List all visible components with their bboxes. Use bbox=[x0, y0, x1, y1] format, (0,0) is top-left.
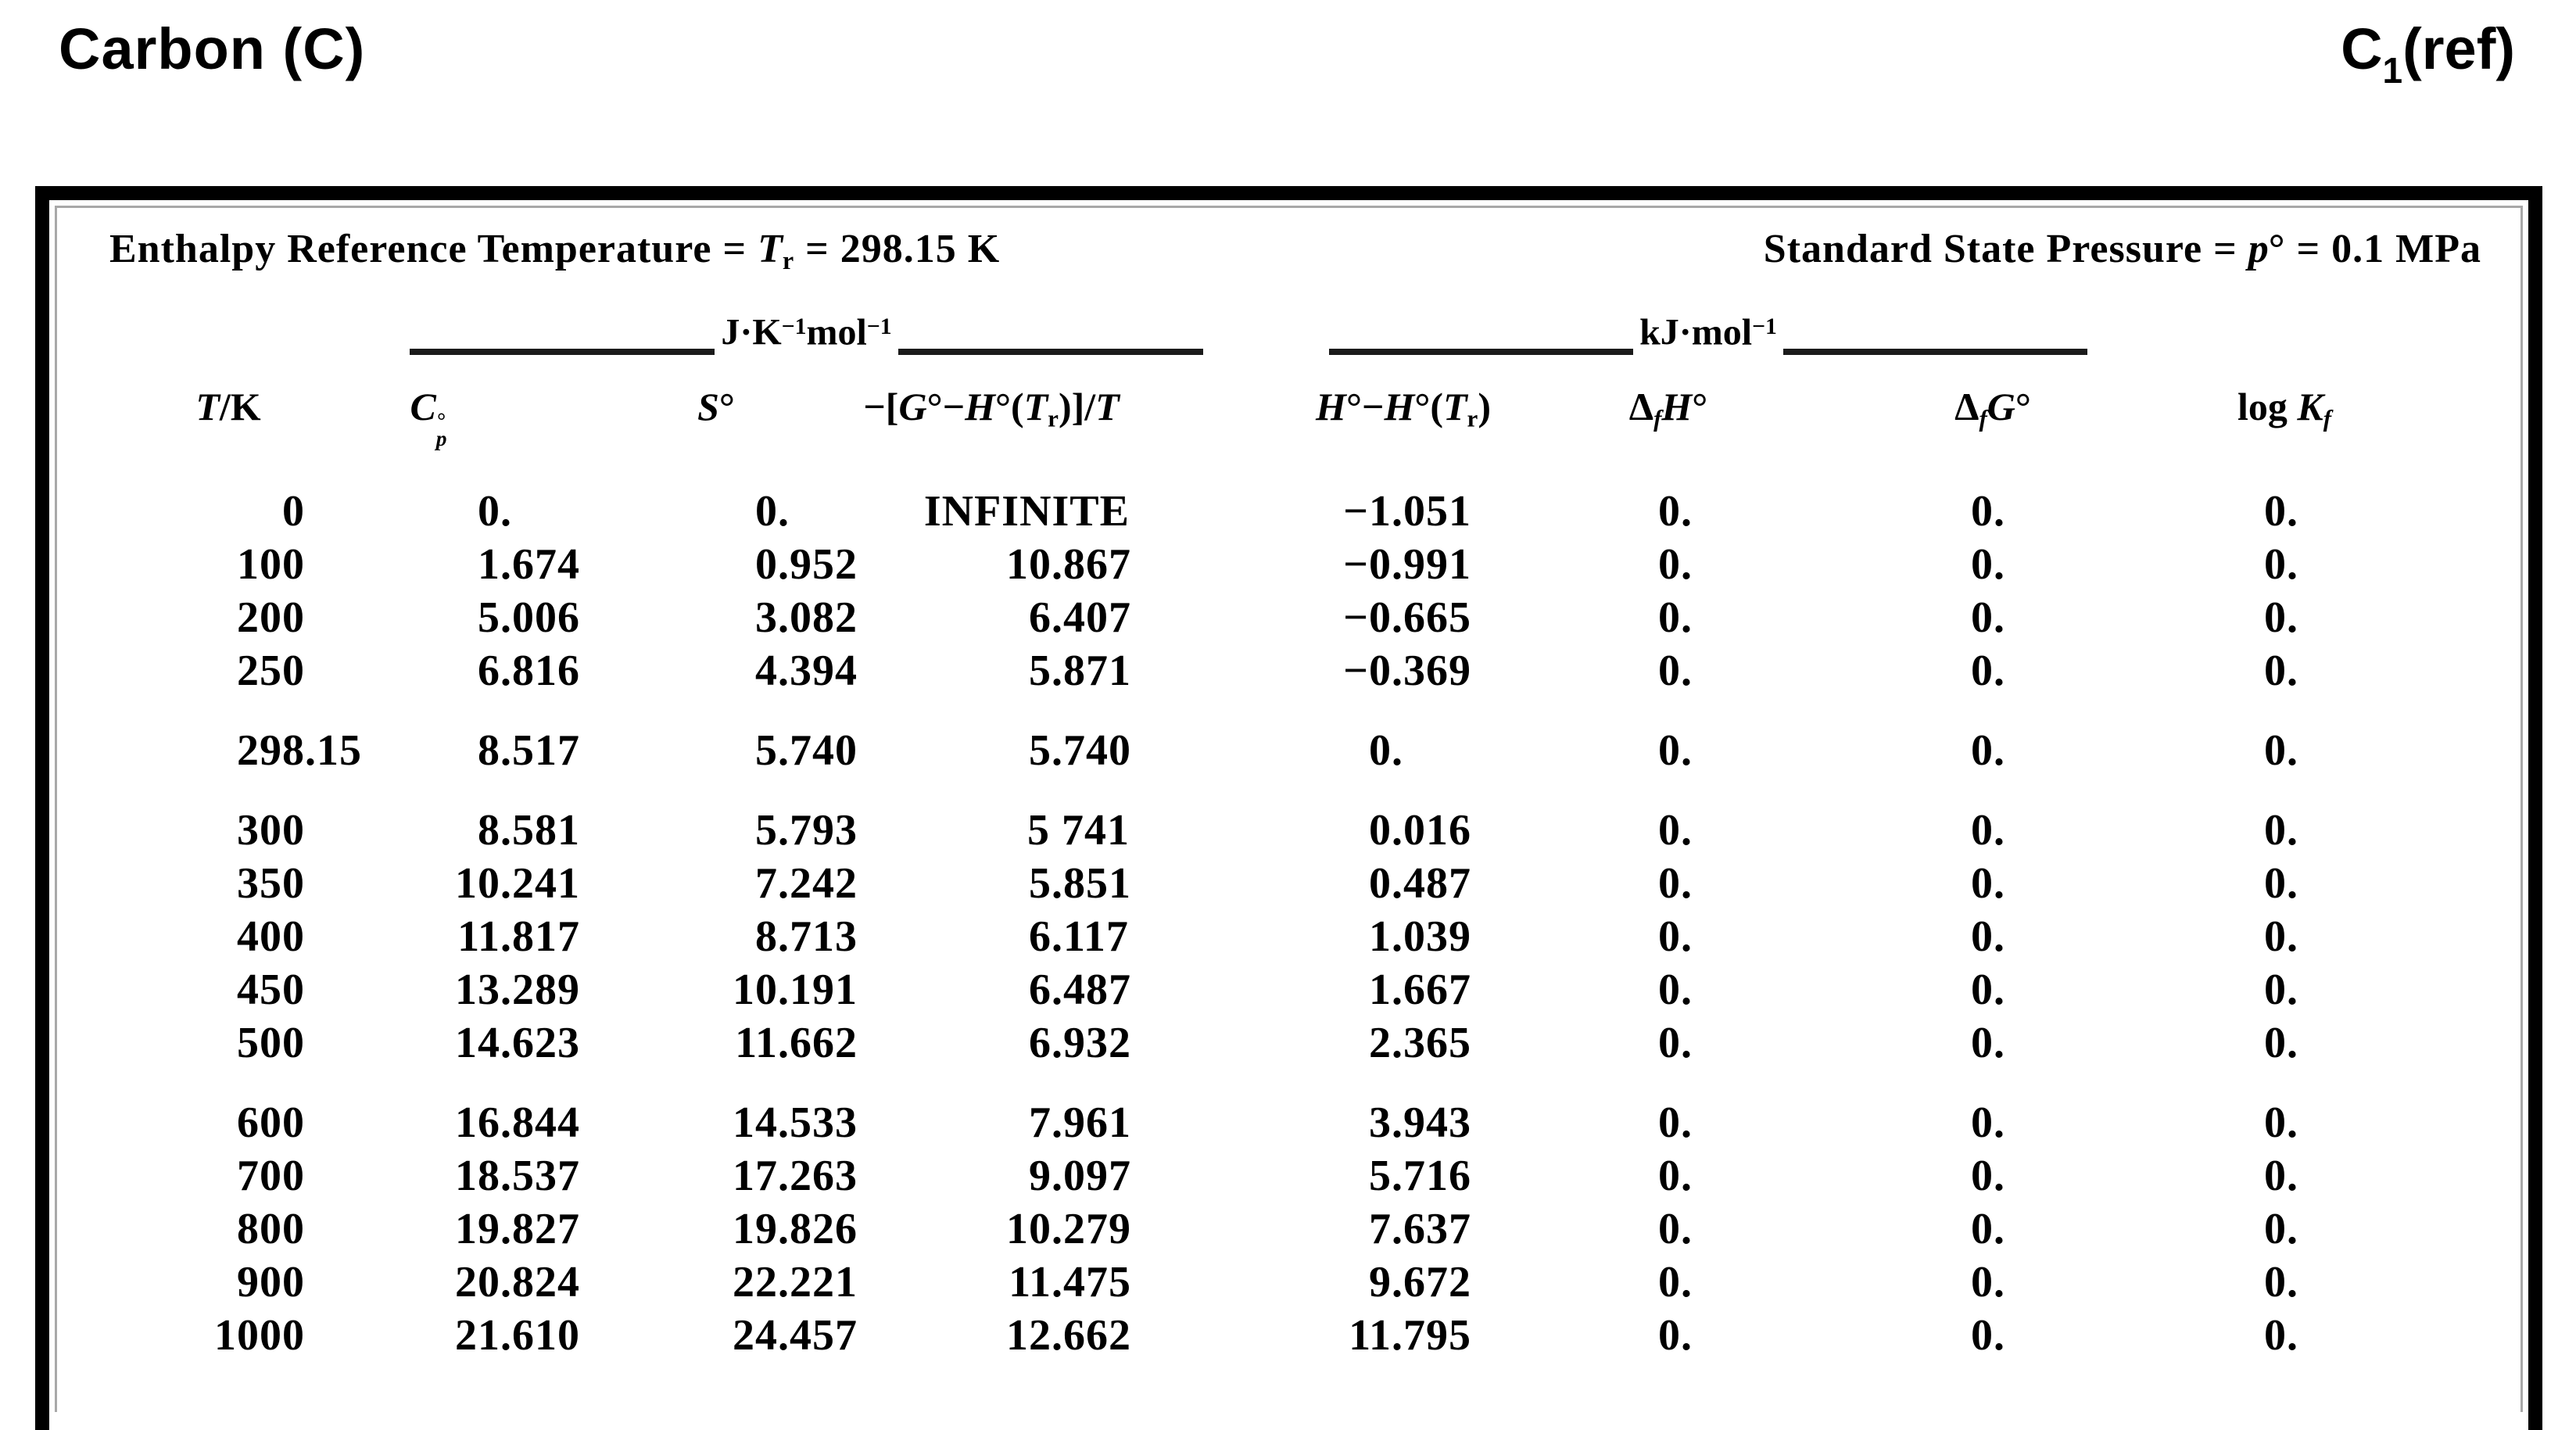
table-cell: 5 .871 bbox=[1029, 647, 1131, 696]
table-cell: 400 bbox=[237, 912, 305, 962]
table-cell: 6 .487 bbox=[1029, 966, 1131, 1015]
table-row bbox=[78, 591, 2520, 644]
table-cell: 0. bbox=[2264, 540, 2298, 590]
row-group bbox=[78, 485, 2520, 697]
table-cell: 14 .533 bbox=[733, 1098, 858, 1148]
table-cell: 0 . bbox=[1369, 726, 1403, 776]
table-cell: 0. bbox=[2264, 1152, 2298, 1201]
table-cell: 0. bbox=[1971, 1258, 2005, 1307]
table-cell: 6 .816 bbox=[478, 647, 580, 696]
table-cell: 11 .475 bbox=[1009, 1258, 1131, 1307]
units-joule-label: $J\cdot K^{-1}mol^{-1}$ bbox=[721, 311, 892, 353]
table-cell: 0. bbox=[1658, 1152, 1693, 1201]
table-cell: 19 .826 bbox=[733, 1205, 858, 1254]
table-cell: 1 .039 bbox=[1369, 912, 1471, 962]
table-cell: 0. bbox=[1658, 1205, 1693, 1254]
table-cell: 20 .824 bbox=[455, 1258, 580, 1307]
species-formula bbox=[2341, 16, 2515, 91]
table-cell: INFINITE bbox=[923, 487, 1130, 536]
table-row bbox=[78, 644, 2520, 697]
units-row bbox=[57, 303, 2520, 355]
table-cell: 16 .844 bbox=[455, 1098, 580, 1148]
table-cell: 0. bbox=[1658, 912, 1693, 962]
table-cell: 350 bbox=[237, 859, 305, 909]
table-cell: 7 .637 bbox=[1369, 1205, 1471, 1254]
table-cell: 250 bbox=[237, 647, 305, 696]
column-header: C ° p bbox=[410, 385, 447, 451]
table-cell: 5 .851 bbox=[1029, 859, 1131, 909]
units-joule-block bbox=[410, 304, 1203, 355]
table-cell: 10 .241 bbox=[455, 859, 580, 909]
table-cell: 11 .662 bbox=[735, 1019, 858, 1068]
table-cell: 2 .365 bbox=[1369, 1019, 1471, 1068]
table-cell: 10 .867 bbox=[1006, 540, 1131, 590]
table-cell: 1 .667 bbox=[1369, 966, 1471, 1015]
underline-rule bbox=[898, 338, 1203, 355]
page-title: Carbon (C) bbox=[59, 16, 366, 81]
table-row bbox=[78, 724, 2520, 777]
table-cell: 0. bbox=[1658, 1311, 1693, 1360]
table-cell: 600 bbox=[237, 1098, 305, 1148]
table-cell: 0 .016 bbox=[1369, 806, 1471, 855]
reference-conditions-row bbox=[57, 227, 2520, 283]
table-row bbox=[78, 1016, 2520, 1070]
table-cell: 9 .672 bbox=[1369, 1258, 1471, 1307]
table-cell: 300 bbox=[237, 806, 305, 855]
formula-subscript: 1 bbox=[2382, 50, 2403, 91]
table-cell: 5 .740 bbox=[1029, 726, 1131, 776]
table-cell: 0. bbox=[1658, 1019, 1693, 1068]
table-cell: 0. bbox=[1658, 1098, 1693, 1148]
table-cell: 0. bbox=[2264, 1019, 2298, 1068]
table-cell: 0. bbox=[1971, 1205, 2005, 1254]
table-cell: 0 . bbox=[478, 487, 512, 536]
table-cell: 0. bbox=[2264, 1258, 2298, 1307]
table-row bbox=[78, 1256, 2520, 1309]
table-cell: 500 bbox=[237, 1019, 305, 1068]
table-cell: 21 .610 bbox=[455, 1311, 580, 1360]
underline-rule bbox=[410, 338, 715, 355]
units-kilojoule-block bbox=[1329, 304, 2087, 355]
formula-suffix: (ref) bbox=[2402, 16, 2515, 81]
table-row bbox=[78, 963, 2520, 1016]
table-cell: 5 .716 bbox=[1369, 1152, 1471, 1201]
table-cell: −1 .051 bbox=[1343, 487, 1471, 536]
table-cell: 0. bbox=[2264, 1098, 2298, 1148]
table-cell: 0. bbox=[1658, 487, 1693, 536]
row-group bbox=[78, 804, 2520, 1070]
table-cell: 0. bbox=[1971, 726, 2005, 776]
enthalpy-reference-temperature: Enthalpy Reference Temperature = $T_r = 298.15$ K bbox=[109, 227, 1001, 275]
table-cell: 0. bbox=[1971, 859, 2005, 909]
table-cell: 1000 bbox=[214, 1311, 305, 1360]
table-cell: 0. bbox=[1971, 966, 2005, 1015]
table-cell: 6 .117 bbox=[1029, 912, 1129, 962]
table-cell: 0. bbox=[2264, 1311, 2298, 1360]
table-cell: 4 .394 bbox=[755, 647, 858, 696]
table-cell: 3 .943 bbox=[1369, 1098, 1471, 1148]
table-cell: 11 .817 bbox=[457, 912, 580, 962]
table-cell: 18 .537 bbox=[455, 1152, 580, 1201]
table-row bbox=[78, 910, 2520, 963]
table-cell: 10 .191 bbox=[733, 966, 858, 1015]
table-cell: 700 bbox=[237, 1152, 305, 1201]
table-cell: 0 .487 bbox=[1369, 859, 1471, 909]
table-cell: 11 .795 bbox=[1349, 1311, 1471, 1360]
table-cell: −0 .665 bbox=[1343, 593, 1471, 643]
table-cell: 7 .242 bbox=[755, 859, 858, 909]
table-cell: 5 .793 bbox=[755, 806, 858, 855]
column-headers bbox=[57, 372, 2520, 451]
table-cell: 0. bbox=[2264, 726, 2298, 776]
column-header: $-[G^\circ-H^\circ(T_r)]/T$ bbox=[863, 385, 1120, 432]
table-cell: −0 .369 bbox=[1343, 647, 1471, 696]
row-group bbox=[78, 724, 2520, 777]
table-row bbox=[78, 1096, 2520, 1149]
table-cell: 8 .581 bbox=[478, 806, 580, 855]
table-cell: 0. bbox=[1971, 1019, 2005, 1068]
table-row bbox=[78, 857, 2520, 910]
table-cell: 0. bbox=[2264, 806, 2298, 855]
table-cell: 100 bbox=[237, 540, 305, 590]
table-cell: 0. bbox=[1971, 912, 2005, 962]
table-cell: 5 741 bbox=[1027, 806, 1130, 855]
row-group bbox=[78, 1096, 2520, 1362]
column-header: $H^\circ-H^\circ(T_r)$ bbox=[1316, 385, 1491, 432]
table-cell: 8 .713 bbox=[755, 912, 858, 962]
table-cell: 14 .623 bbox=[455, 1019, 580, 1068]
table-row bbox=[78, 804, 2520, 857]
table-cell: 9 .097 bbox=[1029, 1152, 1131, 1201]
table-frame-inner bbox=[55, 206, 2523, 1412]
column-header: S° bbox=[697, 385, 735, 429]
table-cell: 0. bbox=[1658, 806, 1693, 855]
table-cell: −0 .991 bbox=[1343, 540, 1471, 590]
table-cell: 0. bbox=[2264, 593, 2298, 643]
table-cell: 0. bbox=[1971, 1152, 2005, 1201]
data-grid bbox=[78, 485, 2520, 1362]
table-cell: 900 bbox=[237, 1258, 305, 1307]
units-kilojoule-label: kJ·mol$^{-1}$ bbox=[1639, 311, 1777, 353]
table-cell: 24 .457 bbox=[733, 1311, 858, 1360]
table-cell: 22 .221 bbox=[733, 1258, 858, 1307]
table-cell: 0. bbox=[1658, 647, 1693, 696]
table-cell: 0. bbox=[2264, 487, 2298, 536]
table-cell: 450 bbox=[237, 966, 305, 1015]
table-frame bbox=[35, 186, 2542, 1430]
table-cell: 0. bbox=[1971, 1311, 2005, 1360]
table-cell: 12 .662 bbox=[1006, 1311, 1131, 1360]
column-header: $\Delta_fG^\circ$ bbox=[1954, 385, 2031, 432]
table-cell: 10 .279 bbox=[1006, 1205, 1131, 1254]
table-cell: 17 .263 bbox=[733, 1152, 858, 1201]
formula-base: C bbox=[2341, 16, 2383, 81]
table-cell: 0. bbox=[2264, 1205, 2298, 1254]
column-header: $\Delta_fH^\circ$ bbox=[1628, 385, 1708, 432]
table-cell: 0. bbox=[1971, 647, 2005, 696]
table-cell: 19 .827 bbox=[455, 1205, 580, 1254]
underline-rule bbox=[1783, 338, 2087, 355]
table-cell: 8 .517 bbox=[478, 726, 580, 776]
column-header: $\log K_f$ bbox=[2237, 385, 2332, 432]
table-cell: 0. bbox=[1971, 593, 2005, 643]
table-cell: 0. bbox=[2264, 859, 2298, 909]
table-cell: 200 bbox=[237, 593, 305, 643]
table-cell: 0. bbox=[1658, 1258, 1693, 1307]
table-cell: 0. bbox=[1971, 806, 2005, 855]
table-cell: 7 .961 bbox=[1029, 1098, 1131, 1148]
table-row bbox=[78, 1202, 2520, 1256]
standard-state-pressure: Standard State Pressure = p° = 0.1 MPa bbox=[1763, 227, 2481, 271]
table-cell: 0. bbox=[1971, 1098, 2005, 1148]
table-cell: 13 .289 bbox=[455, 966, 580, 1015]
table-cell: 0. bbox=[1658, 593, 1693, 643]
table-cell: 0. bbox=[1658, 859, 1693, 909]
underline-rule bbox=[1329, 338, 1633, 355]
table-cell: 0. bbox=[2264, 647, 2298, 696]
table-row bbox=[78, 538, 2520, 591]
table-cell: 0. bbox=[1658, 726, 1693, 776]
table-cell: 0 .952 bbox=[755, 540, 858, 590]
table-row bbox=[78, 1309, 2520, 1362]
table-cell: 5 .740 bbox=[755, 726, 858, 776]
table-cell: 6 .932 bbox=[1029, 1019, 1131, 1068]
table-cell: 3 .082 bbox=[755, 593, 858, 643]
table-row bbox=[78, 485, 2520, 538]
table-cell: 0 . bbox=[755, 487, 790, 536]
table-cell: 0. bbox=[2264, 912, 2298, 962]
table-cell: 0. bbox=[1971, 487, 2005, 536]
table-cell: 0. bbox=[1658, 540, 1693, 590]
table-cell: 0 bbox=[282, 487, 305, 536]
table-cell: 0. bbox=[1658, 966, 1693, 1015]
table-cell: 0. bbox=[2264, 966, 2298, 1015]
table-cell: 1 .674 bbox=[478, 540, 580, 590]
table-cell: 0. bbox=[1971, 540, 2005, 590]
table-cell: 5 .006 bbox=[478, 593, 580, 643]
column-header: T/K bbox=[195, 385, 261, 429]
table-cell: 800 bbox=[237, 1205, 305, 1254]
table-cell: 298 .15 bbox=[237, 726, 362, 776]
table-cell: 6 .407 bbox=[1029, 593, 1131, 643]
table-row bbox=[78, 1149, 2520, 1202]
